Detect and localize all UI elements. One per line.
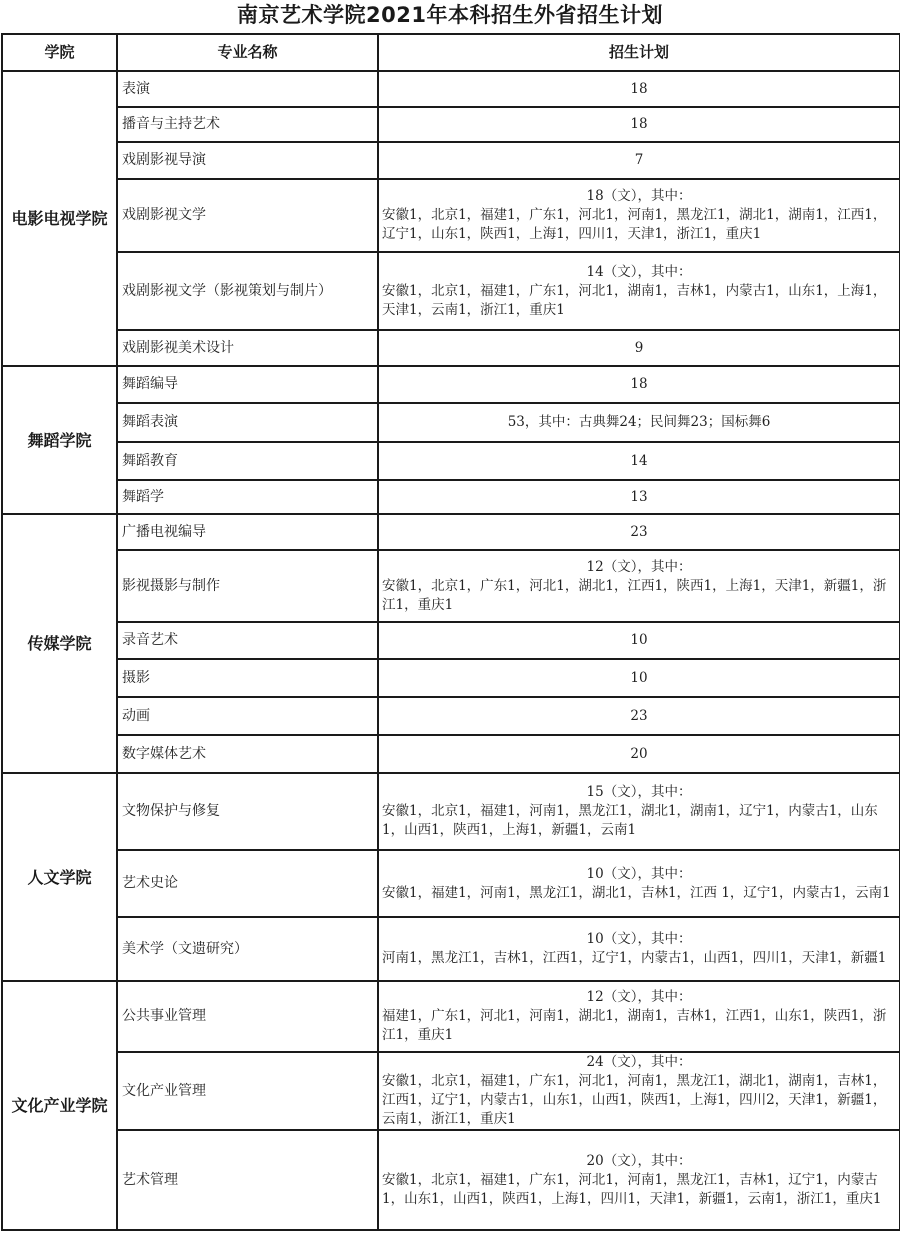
table-row	[2, 403, 900, 442]
plan-summary: 24（文），其中：	[586, 1054, 692, 1070]
major-cell: 舞蹈编导	[117, 366, 378, 403]
college-cell: 电影电视学院	[2, 71, 117, 366]
table-row	[2, 735, 900, 773]
plan-cell	[378, 659, 900, 697]
table-row	[2, 252, 900, 330]
plan-cell	[378, 697, 900, 735]
table-row	[2, 330, 900, 366]
table-row	[2, 107, 900, 142]
plan-cell	[378, 550, 900, 622]
college-cell: 文化产业学院	[2, 981, 117, 1230]
plan-cell	[378, 403, 900, 442]
major-cell: 戏剧影视导演	[117, 142, 378, 179]
major-cell: 舞蹈学	[117, 480, 378, 514]
plan-province-breakdown: 河南1，黑龙江1，吉林1，江西1，辽宁1，内蒙古1，山西1，四川1，天津1，新疆1	[382, 950, 887, 966]
plan-summary: 18（文），其中：	[586, 188, 692, 204]
table-row	[2, 480, 900, 514]
table-row	[2, 550, 900, 622]
plan-summary: 12（文），其中：	[586, 989, 692, 1005]
plan-value: 10	[630, 632, 648, 648]
plan-cell	[378, 917, 900, 981]
plan-cell	[378, 330, 900, 366]
plan-value: 7	[634, 152, 644, 168]
major-cell: 动画	[117, 697, 378, 735]
table-row	[2, 1130, 900, 1230]
major-cell: 影视摄影与制作	[117, 550, 378, 622]
table-row	[2, 366, 900, 403]
plan-summary: 10（文），其中：	[586, 865, 692, 882]
plan-value: 23	[630, 523, 648, 540]
plan-value: 18	[630, 376, 648, 392]
table-row	[2, 71, 900, 107]
plan-province-breakdown: 安徽1，福建1，河南1，黑龙江1，湖北1，吉林1，江西 1，辽宁1，内蒙古1，云南1	[382, 884, 891, 901]
header-college: 学院	[2, 34, 117, 71]
plan-value: 18	[630, 80, 648, 97]
major-cell: 录音艺术	[117, 622, 378, 659]
plan-province-breakdown: 安徽1，北京1，福建1，广东1，河北1，河南1，黑龙江1，吉林1，辽宁1，内蒙古1，山东1，山西1，陕西1，上海1，四川1，天津1，新疆1，云南1，浙江1，重庆1	[382, 1171, 882, 1207]
header-plan: 招生计划	[378, 34, 900, 71]
plan-summary: 10（文），其中：	[586, 931, 692, 947]
major-cell: 公共事业管理	[117, 981, 378, 1052]
major-cell: 艺术史论	[117, 850, 378, 917]
plan-summary: 14（文），其中：	[586, 263, 692, 280]
major-cell: 摄影	[117, 659, 378, 697]
major-cell: 艺术管理	[117, 1130, 378, 1230]
plan-value: 9	[634, 339, 644, 356]
major-cell: 舞蹈表演	[117, 403, 378, 442]
table-row	[2, 442, 900, 480]
plan-value: 13	[630, 488, 648, 505]
plan-province-breakdown: 安徽1，北京1，广东1，河北1，湖北1，江西1，陕西1，上海1，天津1，新疆1，浙江1，重庆1	[382, 577, 887, 613]
plan-cell	[378, 1130, 900, 1230]
major-cell: 文物保护与修复	[117, 773, 378, 850]
college-cell: 传媒学院	[2, 514, 117, 773]
page-title: 南京艺术学院2021年本科招生外省招生计划	[237, 3, 663, 27]
table-row	[2, 622, 900, 659]
enrollment-plan-table	[1, 33, 900, 1231]
plan-cell	[378, 773, 900, 850]
plan-cell	[378, 622, 900, 659]
plan-cell	[378, 735, 900, 773]
header-major: 专业名称	[117, 34, 378, 71]
plan-value: 10	[630, 669, 648, 686]
plan-summary: 20（文），其中：	[586, 1152, 692, 1169]
plan-value: 20	[630, 745, 648, 762]
plan-cell	[378, 1052, 900, 1130]
table-row	[2, 773, 900, 850]
plan-value: 14	[630, 452, 648, 469]
plan-province-breakdown: 安徽1，北京1，福建1，广东1，河北1，湖南1，吉林1，内蒙古1，山东1，上海1，天津1，云南1，浙江1，重庆1	[382, 282, 887, 318]
plan-cell	[378, 442, 900, 480]
plan-cell	[378, 142, 900, 179]
plan-cell	[378, 850, 900, 917]
table-row	[2, 142, 900, 179]
plan-cell	[378, 981, 900, 1052]
plan-value: 23	[630, 707, 648, 724]
table-row	[2, 659, 900, 697]
major-cell: 广播电视编导	[117, 514, 378, 550]
table-row	[2, 850, 900, 917]
major-cell: 数字媒体艺术	[117, 735, 378, 773]
table-header-row	[2, 34, 900, 71]
table-row	[2, 697, 900, 735]
major-cell: 舞蹈教育	[117, 442, 378, 480]
plan-summary: 12（文），其中：	[586, 558, 692, 575]
table-row	[2, 179, 900, 252]
plan-cell	[378, 252, 900, 330]
plan-value: 53，其中：古典舞24；民间舞23；国标舞6	[507, 414, 771, 430]
major-cell: 表演	[117, 71, 378, 107]
table-row	[2, 917, 900, 981]
table-row	[2, 981, 900, 1052]
plan-cell	[378, 107, 900, 142]
table-row	[2, 514, 900, 550]
plan-cell	[378, 179, 900, 252]
major-cell: 文化产业管理	[117, 1052, 378, 1130]
major-cell: 戏剧影视文学（影视策划与制片）	[117, 252, 378, 330]
plan-province-breakdown: 福建1，广东1，河北1，河南1，湖北1，湖南1，吉林1，江西1，山东1，陕西1，浙江1，重庆1	[382, 1008, 887, 1043]
plan-cell	[378, 514, 900, 550]
major-cell: 美术学（文遗研究）	[117, 917, 378, 981]
plan-summary: 15（文），其中：	[586, 784, 692, 800]
college-cell: 人文学院	[2, 773, 117, 981]
plan-cell	[378, 366, 900, 403]
plan-province-breakdown: 安徽1，北京1，福建1，广东1，河北1，河南1，黑龙江1，湖北1，湖南1，吉林1，江西1，辽宁1，内蒙古1，山东1，山西1，陕西1，上海1，四川2，天津1，新疆1，云南1，浙江1，重庆1	[382, 1073, 887, 1127]
plan-cell	[378, 71, 900, 107]
plan-province-breakdown: 安徽1，北京1，福建1，广东1，河北1，河南1，黑龙江1，湖北1，湖南1，江西1，辽宁1，山东1，陕西1，上海1，四川1，天津1，浙江1，重庆1	[382, 207, 887, 242]
major-cell: 播音与主持艺术	[117, 107, 378, 142]
table-row	[2, 1052, 900, 1130]
plan-province-breakdown: 安徽1，北京1，福建1，河南1，黑龙江1，湖北1，湖南1，辽宁1，内蒙古1，山东1，山西1，陕西1，上海1，新疆1，云南1	[382, 803, 878, 838]
plan-value: 18	[630, 116, 648, 132]
major-cell: 戏剧影视美术设计	[117, 330, 378, 366]
major-cell: 戏剧影视文学	[117, 179, 378, 252]
college-cell: 舞蹈学院	[2, 366, 117, 514]
plan-cell	[378, 480, 900, 514]
